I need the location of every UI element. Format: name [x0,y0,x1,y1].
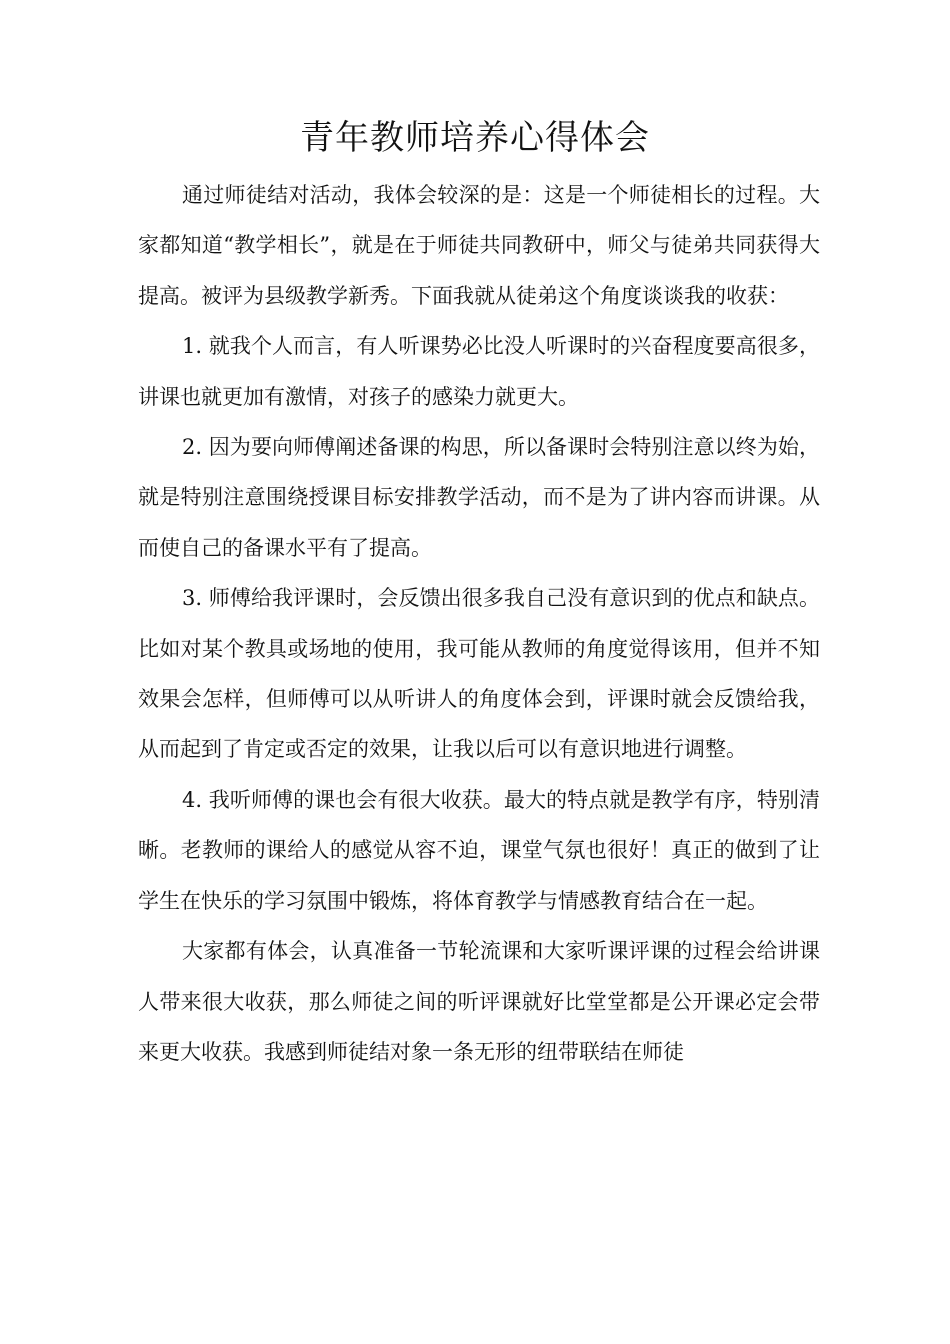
point-4-paragraph: 4. 我听师傅的课也会有很大收获。最大的特点就是教学有序，特别清晰。老教师的课给人的感觉从容不迫，课堂气氛也很好！真正的做到了让学生在快乐的学习氛围中锻炼，将体育教学与情感教育结合在一起。 [138,787,820,913]
intro-paragraph: 通过师徒结对活动，我体会较深的是：这是一个师徒相长的过程。大家都知道“教学相长”，就是在于师徒共同教研中，师父与徒弟共同获得大提高。被评为县级教学新秀。下面我就从徒弟这个角度谈谈我的收获： [138,183,820,308]
closing-paragraph: 大家都有体会，认真准备一节轮流课和大家听课评课的过程会给讲课人带来很大收获，那么师徒之间的听评课就好比堂堂都是公开课必定会带来更大收获。我感到师徒结对象一条无形的纽带联结在师徒 [138,939,820,1064]
document-title: 青年教师培养心得体会 [300,118,650,158]
point-1-paragraph: 1. 就我个人而言，有人听课势必比没人听课时的兴奋程度要高很多，讲课也就更加有激情，对孩子的感染力就更大。 [138,334,820,409]
point-3-paragraph: 3. 师傅给我评课时，会反馈出很多我自己没有意识到的优点和缺点。比如对某个教具或场地的使用，我可能从教师的角度觉得该用，但并不知效果会怎样，但师傅可以从听讲人的角度体会到，评课时就会反馈给我，从而起到了肯定或否定的效果，让我以后可以有意识地进行调整。 [138,586,820,762]
document-body [138,170,820,1077]
point-2-paragraph: 2. 因为要向师傅阐述备课的构思，所以备课时会特别注意以终为始，就是特别注意围绕授课目标安排教学活动，而不是为了讲内容而讲课。从而使自己的备课水平有了提高。 [138,435,820,560]
